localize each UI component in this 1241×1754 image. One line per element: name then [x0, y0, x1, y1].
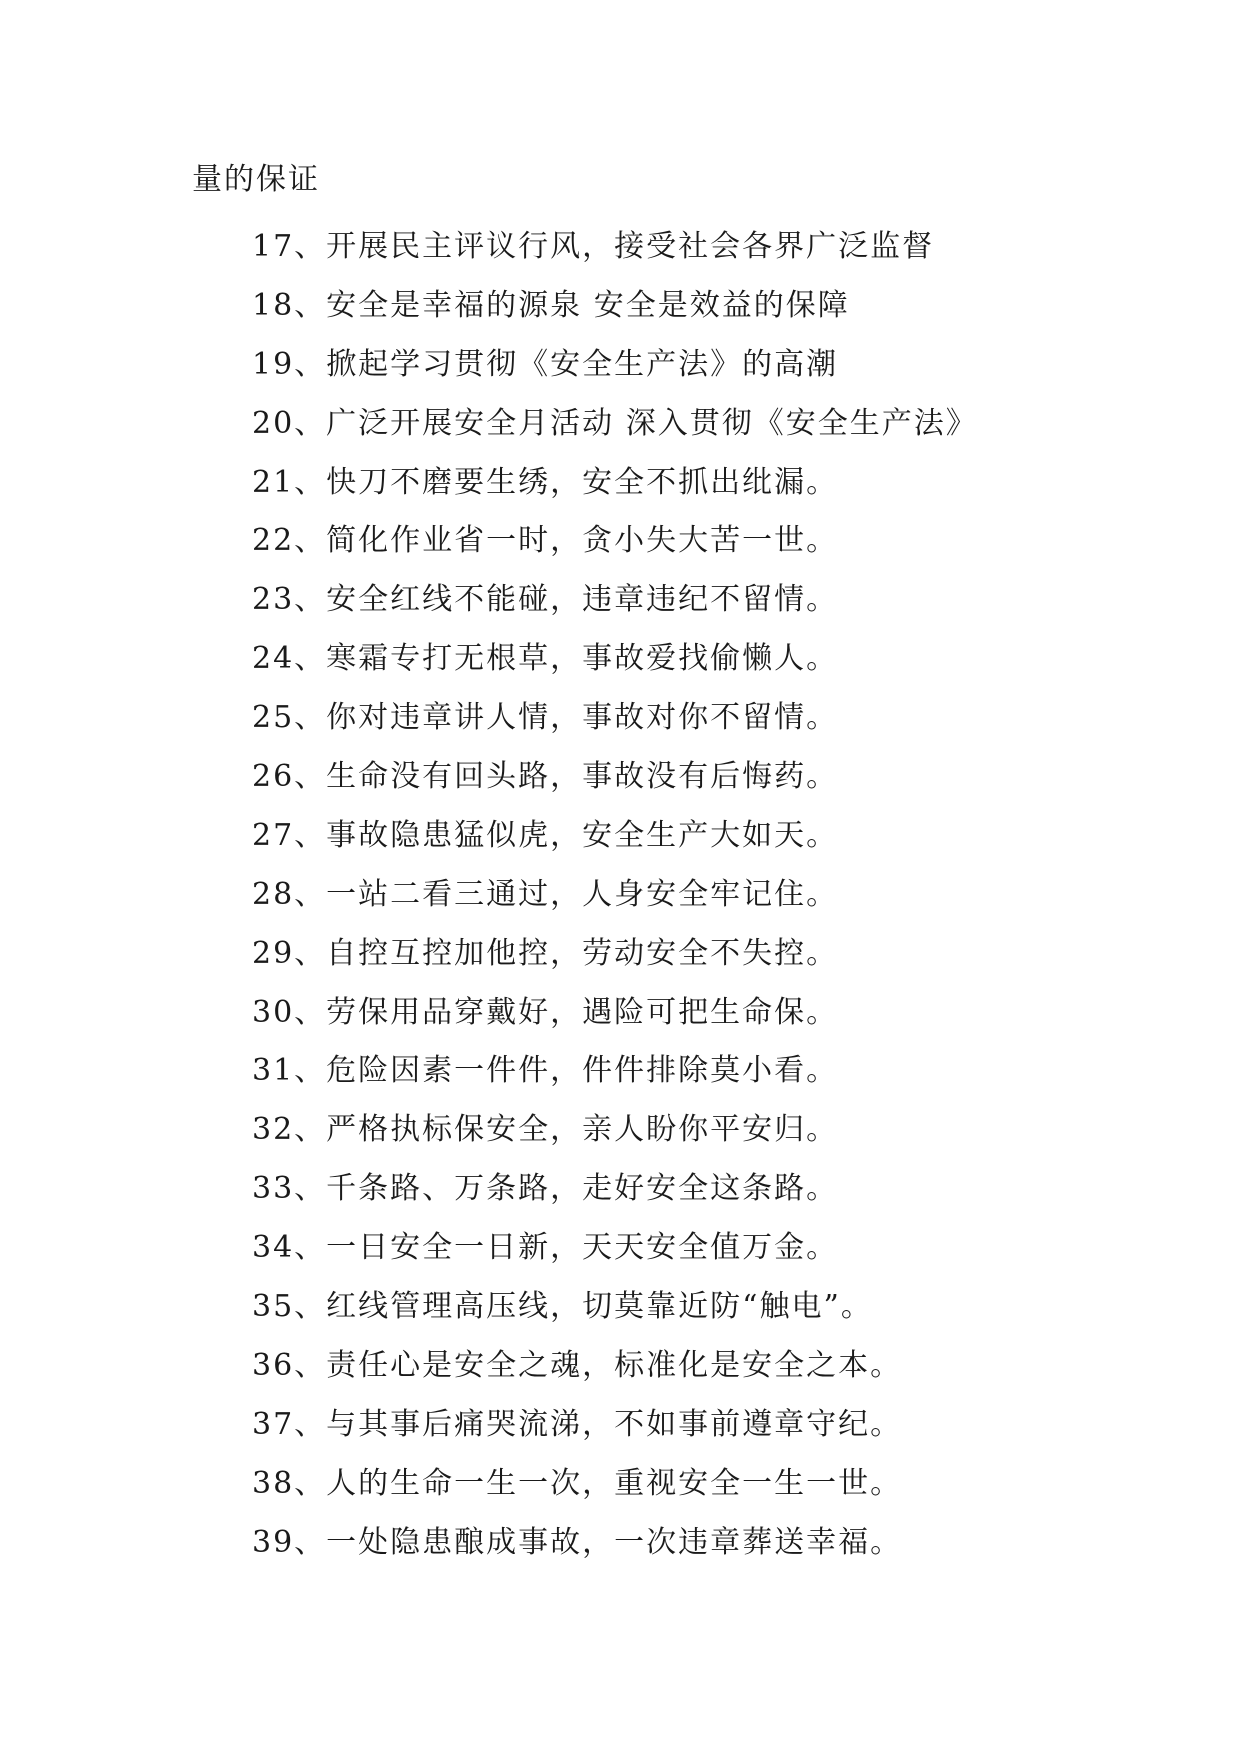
- list-item: 25、你对违章讲人情，事故对你不留情。: [252, 700, 839, 736]
- list-item: 34、一日安全一日新，天天安全值万金。: [252, 1230, 839, 1266]
- continuation-text: 量的保证: [192, 162, 320, 197]
- list-item: 35、红线管理高压线，切莫靠近防“触电”。: [252, 1289, 873, 1325]
- list-item: 21、快刀不磨要生绣，安全不抓出纰漏。: [252, 464, 839, 500]
- list-item: 32、严格执标保安全，亲人盼你平安归。: [252, 1112, 839, 1148]
- list-item: 29、自控互控加他控，劳动安全不失控。: [252, 935, 839, 971]
- list-item: 38、人的生命一生一次，重视安全一生一世。: [252, 1465, 903, 1501]
- list-item: 31、危险因素一件件，件件排除莫小看。: [252, 1053, 839, 1089]
- list-item: 20、广泛开展安全月活动 深入贯彻《安全生产法》: [252, 405, 978, 441]
- list-item: 26、生命没有回头路，事故没有后悔药。: [252, 759, 839, 795]
- list-item: 28、一站二看三通过，人身安全牢记住。: [252, 876, 839, 912]
- list-item: 18、安全是幸福的源泉 安全是效益的保障: [252, 287, 850, 323]
- slogan-list: [252, 218, 978, 1572]
- list-item: 39、一处隐患酿成事故，一次违章葬送幸福。: [252, 1524, 903, 1560]
- list-item: 23、安全红线不能碰，违章违纪不留情。: [252, 582, 839, 618]
- list-item: 37、与其事后痛哭流涕，不如事前遵章守纪。: [252, 1406, 903, 1442]
- list-item: 30、劳保用品穿戴好，遇险可把生命保。: [252, 994, 839, 1030]
- list-item: 33、千条路、万条路，走好安全这条路。: [252, 1171, 839, 1207]
- list-item: 27、事故隐患猛似虎，安全生产大如天。: [252, 817, 839, 853]
- list-item: 24、寒霜专打无根草，事故爱找偷懒人。: [252, 641, 839, 677]
- list-item: 19、掀起学习贯彻《安全生产法》的高潮: [252, 346, 839, 382]
- list-item: 22、简化作业省一时，贪小失大苦一世。: [252, 523, 839, 559]
- list-item: 17、开展民主评议行风，接受社会各界广泛监督: [252, 229, 935, 264]
- list-item: 36、责任心是安全之魂，标准化是安全之本。: [252, 1347, 903, 1383]
